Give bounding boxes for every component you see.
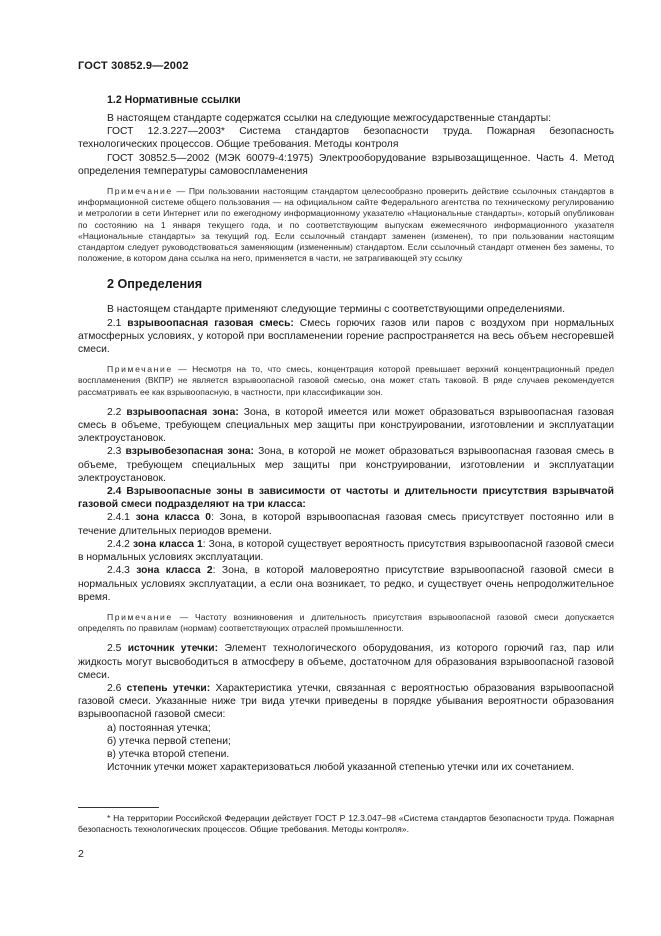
- clause-number: 2.4.3: [107, 565, 137, 577]
- definition-text: Характеристика утечки, связанная с вероятностью образования взрывоопасной газовой смеси. Указанные ниже три вида утечки приведены в порядке убывания вероятности образования взрывоопасной газовой смеси:: [78, 682, 615, 721]
- note: [78, 612, 614, 634]
- clause-number: 2.1: [107, 317, 128, 329]
- document-header: ГОСТ 30852.9—2002: [78, 60, 189, 72]
- definition-2-6: [78, 682, 614, 722]
- clause-text: 2.4 Взрывоопасные зоны в зависимости от частоты и длительности присутствия взрывчатой газовой смеси подразделяют на три класса:: [78, 486, 614, 511]
- term: источник утечки:: [127, 643, 219, 655]
- list-item: а) постоянная утечка;: [107, 722, 211, 734]
- clause-number: 2.2: [107, 406, 127, 418]
- document-body: [78, 86, 614, 774]
- note: [78, 364, 614, 398]
- term: взрывоопасная зона:: [126, 406, 239, 418]
- paragraph: ГОСТ 30852.5—2002 (МЭК 60079-4:1975) Электрооборудование взрывозащищенное. Часть 4. Метод определения температуры самовоспламенения: [78, 152, 614, 177]
- section-2-heading: 2 Определения: [107, 277, 203, 292]
- definition-text: : Зона, в которой маловероятно присутствие взрывоопасной газовой смеси в нормальных условиях эксплуатации, а если она возникает, то редко, и существует очень непродолжительное время.: [78, 565, 614, 603]
- paragraph: В настоящем стандарте содержатся ссылки на следующие межгосударственные стандарты:: [107, 113, 551, 124]
- term: степень утечки:: [126, 682, 211, 694]
- paragraph: Источник утечки может характеризоваться любой указанной степенью утечки или их сочетанием.: [107, 762, 575, 774]
- clause-number: 2.5: [107, 643, 128, 655]
- definition-2-3: [78, 445, 614, 485]
- definition-2-4-2: [78, 538, 614, 564]
- definition-2-2: [78, 406, 614, 446]
- list-item: б) утечка первой степени;: [107, 735, 231, 747]
- clause-2-4: [78, 485, 614, 511]
- definition-text: : Зона, в которой взрывоопасная газовая смесь присутствует постоянно или в течение длительных периодов времени.: [78, 512, 614, 537]
- clause-number: 2.6: [107, 682, 127, 694]
- note-text: — При пользовании настоящим стандартом целесообразно проверить действие ссылочных стандартов в информационной системе общего пользования — на официальном сайте Федерального агентства по техническому регулированию и метрологии в сети Интернет или по ежегодному информационному указателю «Национальные стандарты», который опубликован по состоянию на 1 января текущего года, и по соответствующим выпускам ежемесячного информационного указателя «Национальные стандарты» за текущий год. Если ссылочный стандарт заменен (изменен), то при пользовании настоящим стандартом следует руководствоваться заменяющим (измененным) стандартом. Если ссылочный стандарт отменен без замены, то положение, в котором дана ссылка на него, применяется в части, не затрагивающей эту ссылку: [78, 186, 614, 264]
- definition-2-4-1: [78, 511, 614, 537]
- paragraph: ГОСТ 12.3.227—2003* Система стандартов безопасности труда. Пожарная безопасность технологических процессов. Общие требования. Методы контроля: [78, 126, 614, 151]
- definition-text: : Зона, в которой существует вероятность присутствия взрывоопасной газовой смеси в нормальных условиях эксплуатации.: [78, 538, 614, 564]
- note-label: Примечание: [107, 364, 173, 375]
- term: зона класса 0: [135, 512, 212, 524]
- clause-number: 2.3: [107, 446, 126, 458]
- definition-text: Смесь горючих газов или паров с воздухом при нормальных атмосферных условиях, у которой при воспламенении горение распространяется на весь объем несгоревшей смеси.: [78, 317, 614, 356]
- definition-text: Зона, в которой имеется или может образоваться взрывоопасная газовая смесь в объеме, требующем специальных мер защиты при конструировании, изготовлении и эксплуатации электроустановок.: [78, 406, 614, 445]
- definition-2-4-3: [78, 564, 614, 604]
- definition-text: Элемент технологического оборудования, из которого горючий газ, пар или жидкость могут высвободиться в атмосферу в объеме, достаточном для образования взрывоопасной газовой смеси.: [78, 643, 614, 681]
- definition-text: Зона, в которой не может образоваться взрывоопасная газовая смесь в объеме, требующем специальных мер защиты при конструировании, изготовлении и эксплуатации электроустановок.: [78, 446, 614, 484]
- note-label: Примечание: [107, 611, 173, 622]
- paragraph: В настоящем стандарте применяют следующие термины с соответствующими определениями.: [107, 304, 565, 316]
- section-1-2-heading: 1.2 Нормативные ссылки: [107, 94, 241, 106]
- page-number: 2: [78, 848, 84, 860]
- definition-2-5: [78, 642, 614, 682]
- note-text: — Несмотря на то, что смесь, концентрация которой превышает верхний концентрационный предел воспламенения (ВКПР) не является взрывоопасной газовой смесью, она может стать таковой. В ряде случаев рекомендуется рассматривать ее как взрывоопасную, в частности, при классификации зон.: [78, 364, 614, 397]
- term: зона класса 2: [136, 565, 213, 577]
- term: взрывобезопасная зона:: [125, 446, 254, 458]
- clause-number: 2.4.1: [107, 512, 136, 524]
- note-text: — Частоту возникновения и длительность присутствия взрывоопасной газовой смеси допускается определять по правилам (нормам) соответствующих отраслей промышленности.: [78, 611, 614, 634]
- term: взрывоопасная газовая смесь:: [127, 317, 294, 329]
- clause-number: 2.4.2: [107, 538, 133, 550]
- note-label: Примечание: [107, 186, 173, 197]
- note: [78, 186, 614, 264]
- footnote: * На территории Российской Федерации действует ГОСТ Р 12.3.047–98 «Система стандартов безопасности труда. Пожарная безопасность технологических процессов. Общие требования. Методы контроля».: [78, 813, 614, 835]
- term: зона класса 1: [132, 538, 203, 550]
- list-item: в) утечка второй степени.: [107, 748, 230, 760]
- definition-2-1: [78, 317, 614, 357]
- footnote-separator: [78, 807, 159, 808]
